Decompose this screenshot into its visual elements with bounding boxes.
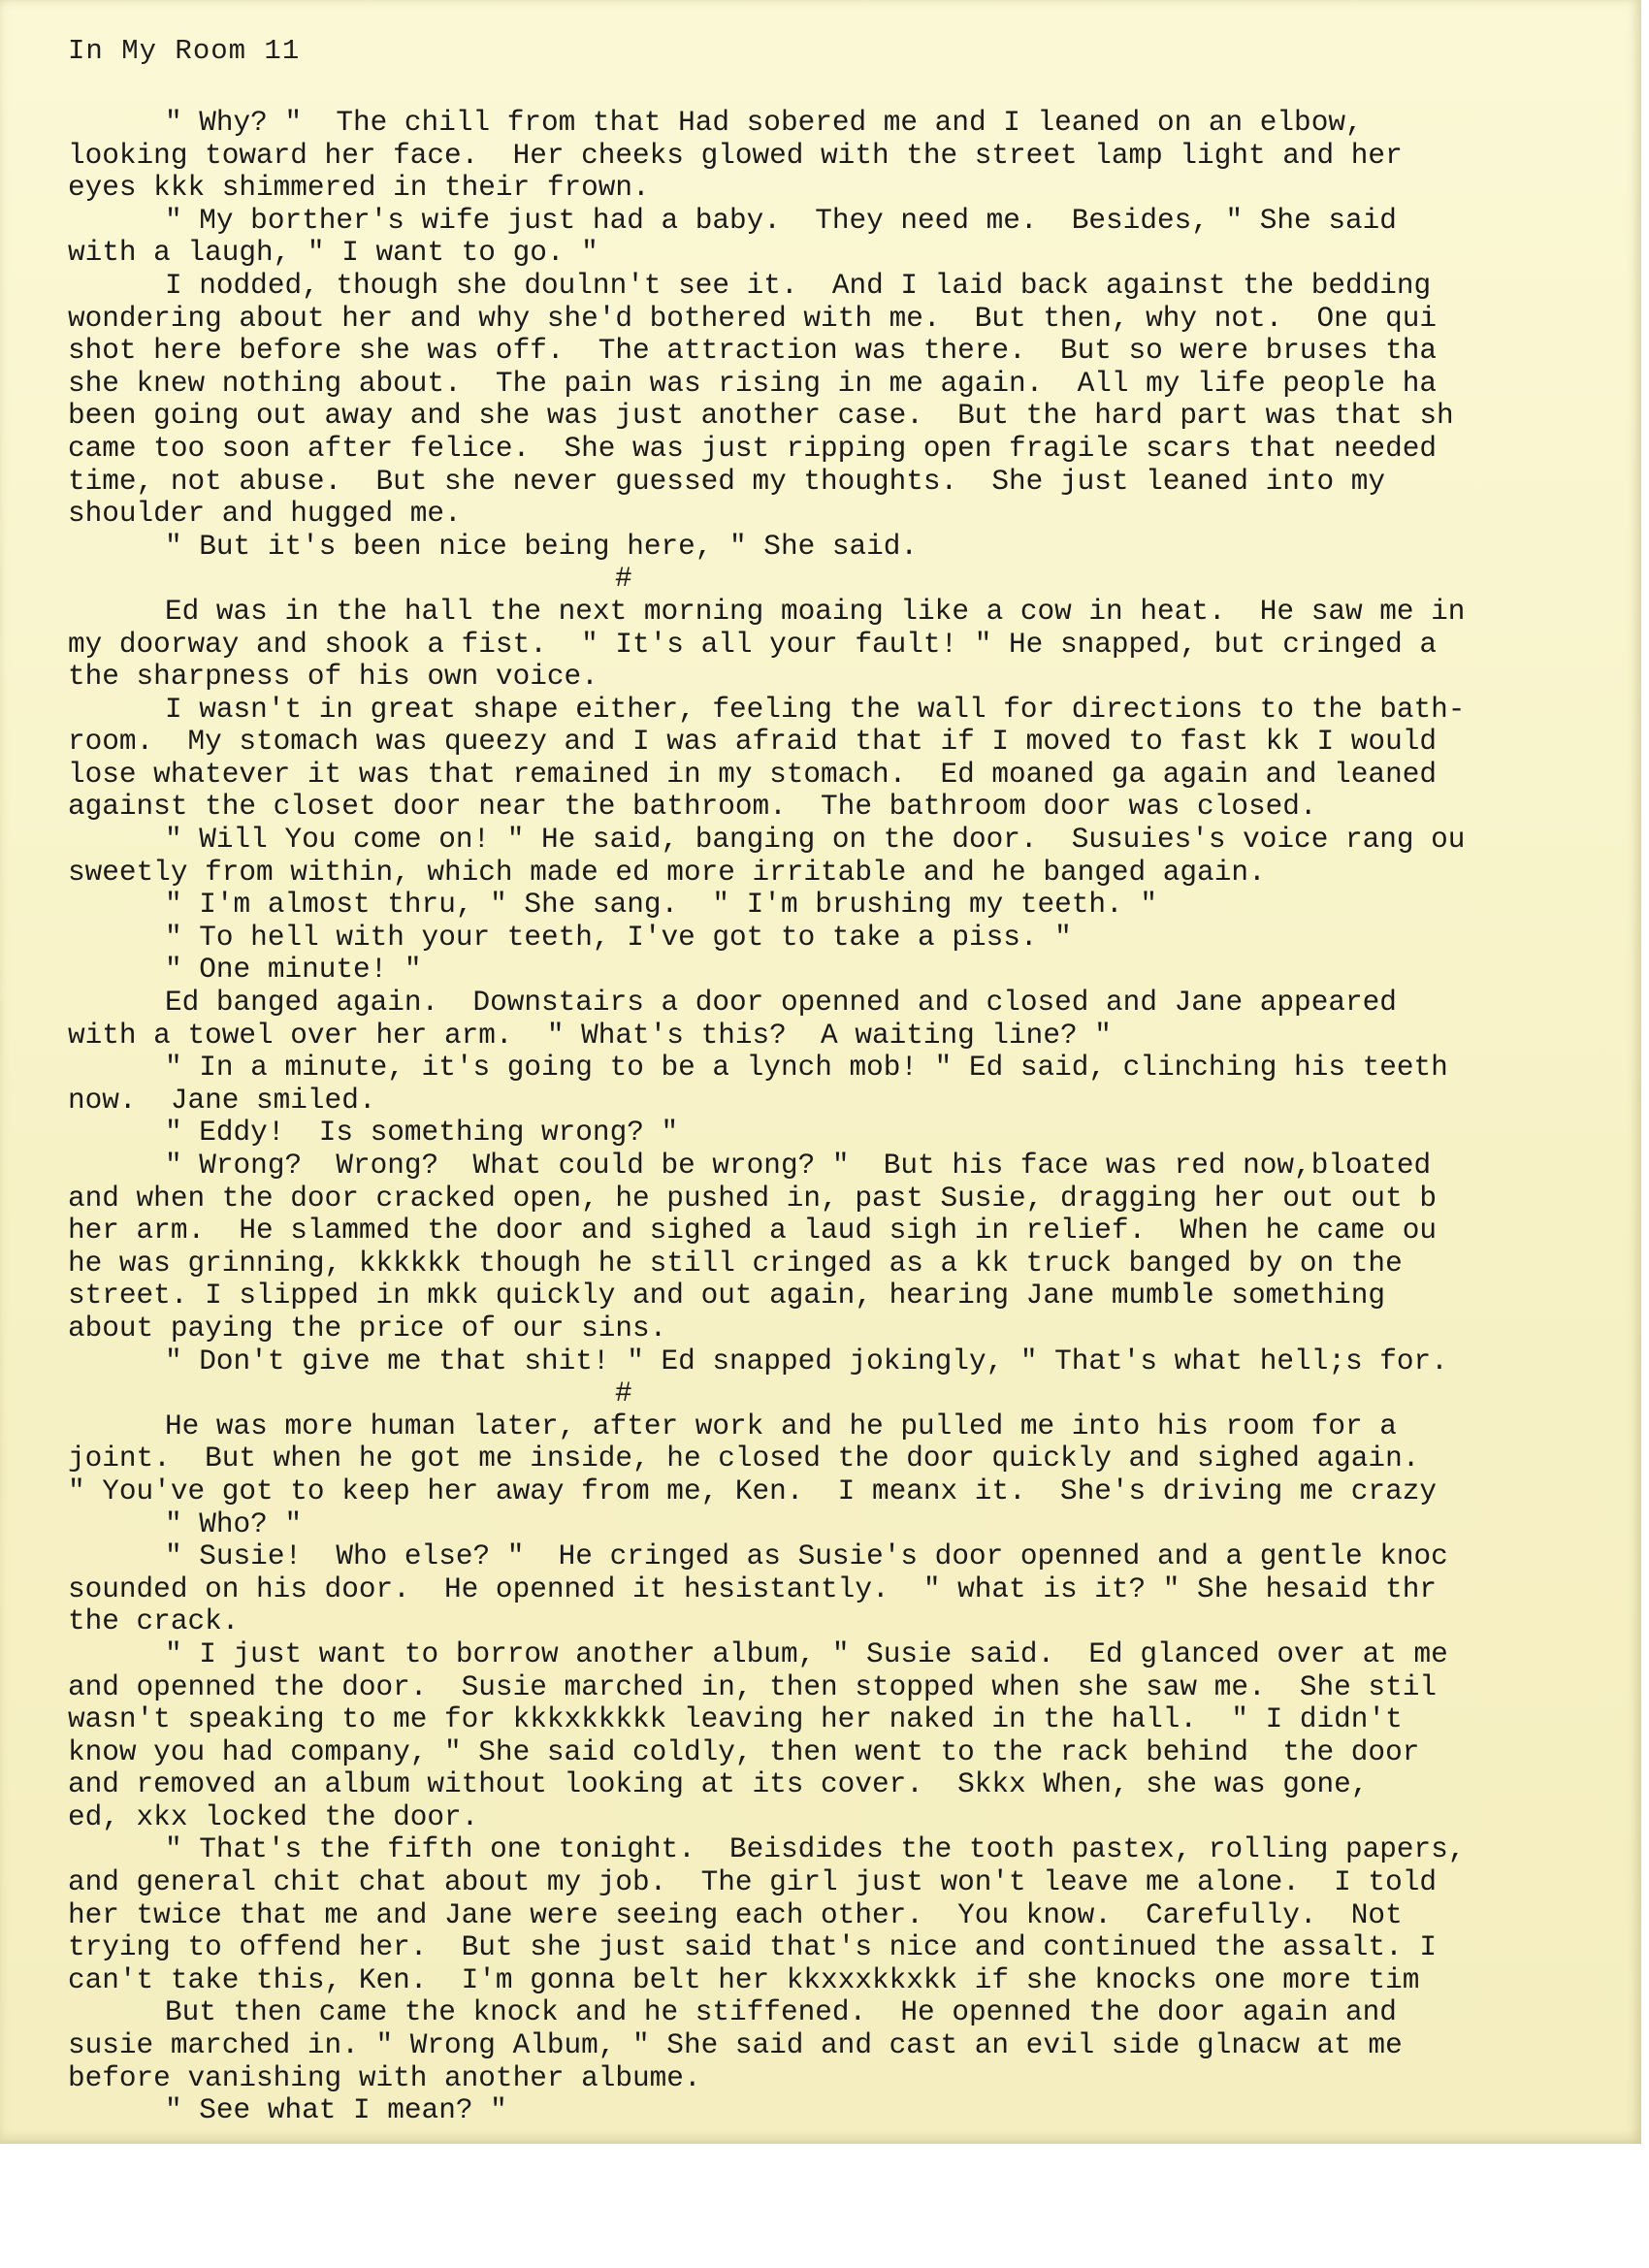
section-break: # (615, 563, 632, 596)
text-line: with a laugh, " I want to go. " (68, 237, 598, 270)
text-line: " But it's been nice being here, " She said. (165, 530, 919, 563)
text-line: " In a minute, it's going to be a lynch mob! " Ed said, clinching his teeth (165, 1052, 1448, 1085)
text-line: looking toward her face. Her cheeks glowed with the street lamp light and her (68, 139, 1403, 172)
text-line: " Wrong? Wrong? What could be wrong? " But his face was red now,bloated (165, 1150, 1432, 1182)
text-line: joint. But when he got me inside, he closed the door quickly and sighed again. (68, 1442, 1420, 1475)
text-line: " One minute! " (165, 954, 422, 987)
text-line: and openned the door. Susie marched in, then stopped when she saw me. She stil (68, 1670, 1437, 1703)
text-line: room. My stomach was queezy and I was afraid that if I moved to fast kk I would (68, 726, 1437, 759)
text-line: " My borther's wife just had a baby. They need me. Besides, " She said (165, 204, 1397, 237)
text-line: been going out away and she was just another case. But the hard part was that sh (68, 400, 1454, 433)
text-line: He was more human later, after work and he pulled me into his room for a (165, 1409, 1397, 1442)
manuscript-body (68, 107, 1641, 2127)
text-line: " Why? " The chill from that Had sobered me and I leaned on an elbow, (165, 107, 1363, 139)
text-line: eyes kkk shimmered in their frown. (68, 172, 650, 205)
text-line: Ed was in the hall the next morning moaing like a cow in heat. He saw me in (165, 595, 1466, 628)
text-line: wondering about her and why she'd bothered with me. But then, why not. One qui (68, 302, 1437, 335)
text-line: " To hell with your teeth, I've got to take a piss. " (165, 921, 1072, 954)
text-line: " Susie! Who else? " He cringed as Susie's door openned and a gentle knoc (165, 1540, 1448, 1573)
text-line: her twice that me and Jane were seeing each other. You know. Carefully. Not (68, 1898, 1403, 1931)
page-bottom-margin (0, 2144, 1649, 2268)
text-line: " Don't give me that shit! " Ed snapped jokingly, " That's what hell;s for. (165, 1345, 1448, 1377)
text-line: I wasn't in great shape either, feeling the wall for directions to the bath- (165, 693, 1466, 726)
text-line: But then came the knock and he stiffened. He openned the door again and (165, 1996, 1397, 2029)
text-line: can't take this, Ken. I'm gonna belt her kkxxxkkxkk if she knocks one more tim (68, 1963, 1420, 1996)
text-line: " You've got to keep her away from me, Ken. I meanx it. She's driving me crazy (68, 1474, 1437, 1507)
text-line: " That's the fifth one tonight. Beisdides the tooth pastex, rolling papers, (165, 1833, 1466, 1866)
text-line: shoulder and hugged me. (68, 498, 462, 531)
text-line: before vanishing with another albume. (68, 2061, 701, 2094)
text-line: " I'm almost thru, " She sang. " I'm brushing my teeth. " (165, 889, 1157, 922)
text-line: " Eddy! Is something wrong? " (165, 1117, 679, 1150)
text-line: time, not abuse. But she never guessed my thoughts. She just leaned into my (68, 465, 1386, 498)
text-line: know you had company, " She said coldly, then went to the rack behind the door (68, 1735, 1420, 1768)
text-line: came too soon after felice. She was just ripping open fragile scars that needed (68, 432, 1437, 465)
text-line: sounded on his door. He openned it hesistantly. " what is it? " She hesaid thr (68, 1572, 1437, 1605)
text-line: against the closet door near the bathroom. The bathroom door was closed. (68, 791, 1317, 824)
text-line: " See what I mean? " (165, 2094, 507, 2127)
text-line: now. Jane smiled. (68, 1084, 376, 1117)
text-line: susie marched in. " Wrong Album, " She said and cast an evil side glnacw at me (68, 2029, 1403, 2062)
text-line: her arm. He slammed the door and sighed a laud sigh in relief. When he came ou (68, 1215, 1437, 1247)
text-line: my doorway and shook a fist. " It's all your fault! " He snapped, but cringed a (68, 628, 1437, 661)
text-line: " Who? " (165, 1507, 303, 1540)
text-line: and removed an album without looking at its cover. Skkx When, she was gone, (68, 1768, 1369, 1801)
text-line: she knew nothing about. The pain was rising in me again. All my life people ha (68, 367, 1437, 400)
text-line: the crack. (68, 1605, 240, 1638)
text-line: Ed banged again. Downstairs a door openned and closed and Jane appeared (165, 987, 1397, 1020)
text-line: and general chit chat about my job. The girl just won't leave me alone. I told (68, 1866, 1437, 1899)
text-line: street. I slipped in mkk quickly and out again, hearing Jane mumble something (68, 1280, 1386, 1312)
text-line: he was grinning, kkkkkk though he still cringed as a kk truck banged by on the (68, 1247, 1403, 1280)
text-line: about paying the price of our sins. (68, 1312, 667, 1345)
page-header: In My Room 11 (68, 35, 301, 67)
text-line: I nodded, though she doulnn't see it. And I laid back against the bedding (165, 269, 1432, 302)
text-line: the sharpness of his own voice. (68, 661, 598, 694)
section-break: # (615, 1377, 632, 1410)
text-line: with a towel over her arm. " What's this? A waiting line? " (68, 1019, 1112, 1052)
text-line: and when the door cracked open, he pushed in, past Susie, dragging her out out b (68, 1182, 1437, 1215)
text-line: " Will You come on! " He said, banging on the door. Susuies's voice rang ou (165, 824, 1466, 857)
text-line: " I just want to borrow another album, " Susie said. Ed glanced over at me (165, 1637, 1448, 1670)
text-line: lose whatever it was that remained in my stomach. Ed moaned ga again and leaned (68, 758, 1437, 791)
text-line: sweetly from within, which made ed more irritable and he banged again. (68, 856, 1266, 889)
text-line: shot here before she was off. The attraction was there. But so were bruses tha (68, 335, 1437, 368)
text-line: trying to offend her. But she just said that's nice and continued the assalt. I (68, 1931, 1437, 1964)
text-line: ed, xkx locked the door. (68, 1800, 479, 1833)
text-line: wasn't speaking to me for kkkxkkkkk leaving her naked in the hall. " I didn't (68, 1703, 1403, 1736)
